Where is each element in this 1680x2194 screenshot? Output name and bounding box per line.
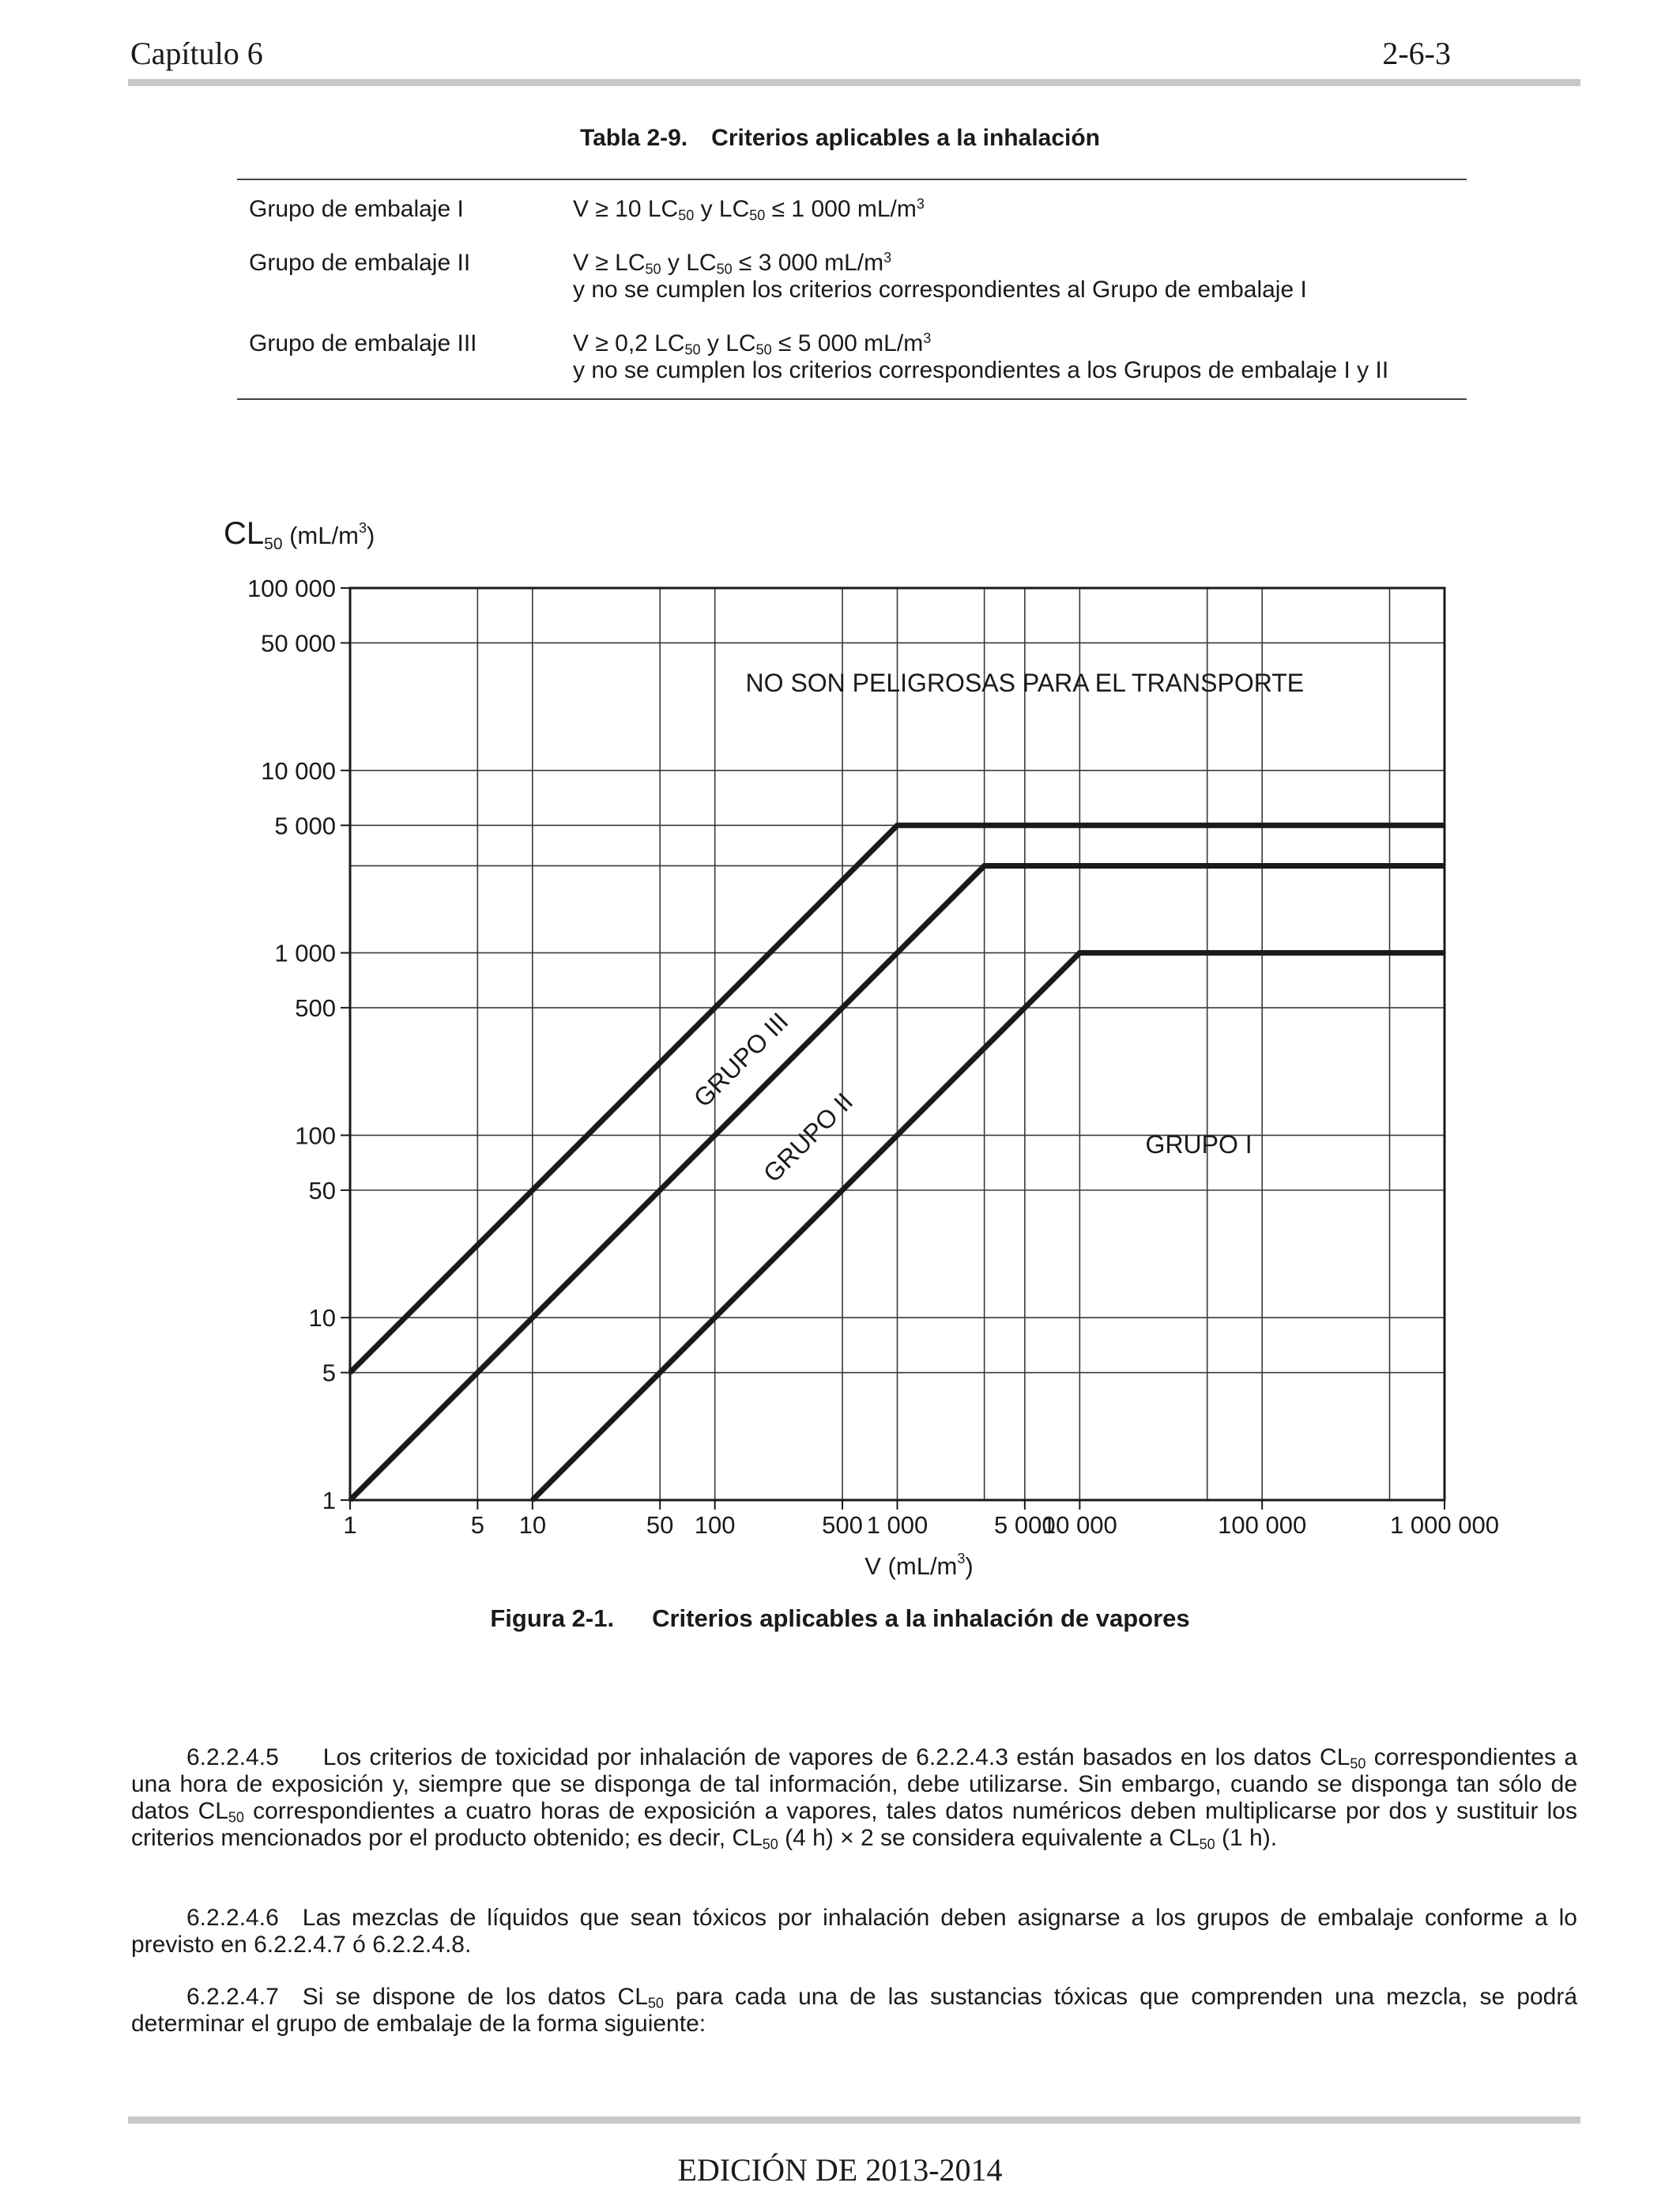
table-cell-group: Grupo de embalaje III <box>249 330 477 356</box>
x-tick-label: 1 000 <box>866 1511 929 1539</box>
page-number: 2-6-3 <box>1382 36 1451 71</box>
x-axis-label: V (mL/m3) <box>864 1551 974 1580</box>
y-tick-label: 100 <box>295 1122 336 1150</box>
y-tick-label: 1 <box>322 1487 336 1514</box>
x-tick-label: 50 <box>646 1511 674 1539</box>
paragraph-number: 6.2.2.4.7 <box>186 1984 279 2010</box>
chart-annotation: GRUPO II <box>757 1087 859 1188</box>
x-tick-label: 5 000 <box>994 1511 1056 1539</box>
y-tick-label: 5 000 <box>274 812 336 840</box>
chart-annotation: NO SON PELIGROSAS PARA EL TRANSPORTE <box>745 669 1305 698</box>
y-tick-label: 100 000 <box>247 575 336 602</box>
table-cell-criteria: V ≥ 0,2 $LC_{50}$ y $LC_{50} \le 5$ 000 $mL/m^3$ y no se cumplen los criterios correspondientes a los Grupos de embalaje I y II <box>573 330 1389 383</box>
table-cell-criteria: V ≥ 10 $LC_{50}$ y $LC_{50} \le 1$ 000 $mL/m^3$ <box>573 196 925 224</box>
paragraph-number: 6.2.2.4.6 <box>186 1905 279 1931</box>
x-tick-label: 10 <box>518 1511 547 1539</box>
y-tick-label: 10 <box>308 1304 336 1333</box>
y-tick-label: 10 000 <box>261 756 336 785</box>
footer-rule <box>128 2117 1580 2124</box>
y-tick-label: 500 <box>295 994 336 1023</box>
chart-ticks <box>247 575 1499 1539</box>
x-tick-label: 100 <box>694 1511 736 1539</box>
y-axis-label: CL50 (mL/m3) <box>224 516 375 553</box>
paragraph-6-2-2-4-7: 6.2.2.4.7 Si se dispone de los datos $CL_{50}$ para cada una de las sustancias tóxicas que comprenden una mezcla, se podrá determinar el grupo de embalaje de la forma siguiente: <box>131 1984 1578 2037</box>
y-tick-label: 50 000 <box>261 629 336 658</box>
figure-number: Figura 2-1. <box>490 1604 615 1632</box>
criteria-line-3 <box>533 953 1445 1500</box>
y-tick-label: 1 000 <box>274 939 336 967</box>
table-title: Criterios aplicables a la inhalación <box>711 125 1101 151</box>
chart-annotation: GRUPO I <box>1145 1129 1252 1159</box>
chart-annotation: GRUPO III <box>687 1007 794 1113</box>
chart-annotations <box>688 669 1304 1188</box>
x-tick-label: 500 <box>822 1511 863 1539</box>
figure-title: Criterios aplicables a la inhalación de vapores <box>652 1604 1190 1632</box>
x-tick-label: 10 000 <box>1042 1511 1117 1539</box>
x-tick-label: 100 000 <box>1218 1511 1307 1539</box>
table-number: Tabla 2-9. <box>579 125 688 151</box>
x-tick-label: 5 <box>470 1511 484 1539</box>
paragraph-6-2-2-4-6: 6.2.2.4.6 Las mezclas de líquidos que sean tóxicos por inhalación deben asignarse a los grupos de embalaje conforme a lo previsto en 6.2.2.4.7 ó 6.2.2.4.8. <box>131 1905 1577 1958</box>
paragraph-number: 6.2.2.4.5 <box>186 1744 279 1770</box>
x-tick-label: 1 000 000 <box>1390 1511 1499 1539</box>
paragraph-6-2-2-4-5: 6.2.2.4.5 Los criterios de toxicidad por inhalación de vapores de 6.2.2.4.3 están basados en los datos $CL_{50}$ correspondientes a una hora de exposición y, siempre que se disponga de tal información, debe utilizarse. Sin embargo, cuando se disponga tan sólo de datos $CL_{50}$ correspondientes a cuatro horas de exposición a vapores, tales datos numéricos deben multiplicarse por dos y sustituir los criterios mencionados por el producto obtenido; es decir, $CL_{50}$ (4 h) × 2 se considera equivalente a $CL_{50}$ (1 h). <box>131 1744 1577 1853</box>
chart-grid <box>350 588 1445 1500</box>
edition-footer: EDICIÓN DE 2013-2014 <box>677 2152 1003 2188</box>
table-cell-group: Grupo de embalaje I <box>249 196 464 222</box>
table-cell-criteria: $V \ge LC_{50}$ y $LC_{50} \le 3$ 000 $mL/m^3$ y no se cumplen los criterios correspondientes al Grupo de embalaje I <box>573 250 1307 303</box>
x-tick-label: 1 <box>343 1511 357 1539</box>
chapter-label: Capítulo 6 <box>130 36 263 71</box>
table-cell-group: Grupo de embalaje II <box>249 250 471 276</box>
y-tick-label: 50 <box>308 1176 336 1204</box>
y-tick-label: 5 <box>322 1359 336 1387</box>
figure-caption <box>0 1604 1680 1633</box>
